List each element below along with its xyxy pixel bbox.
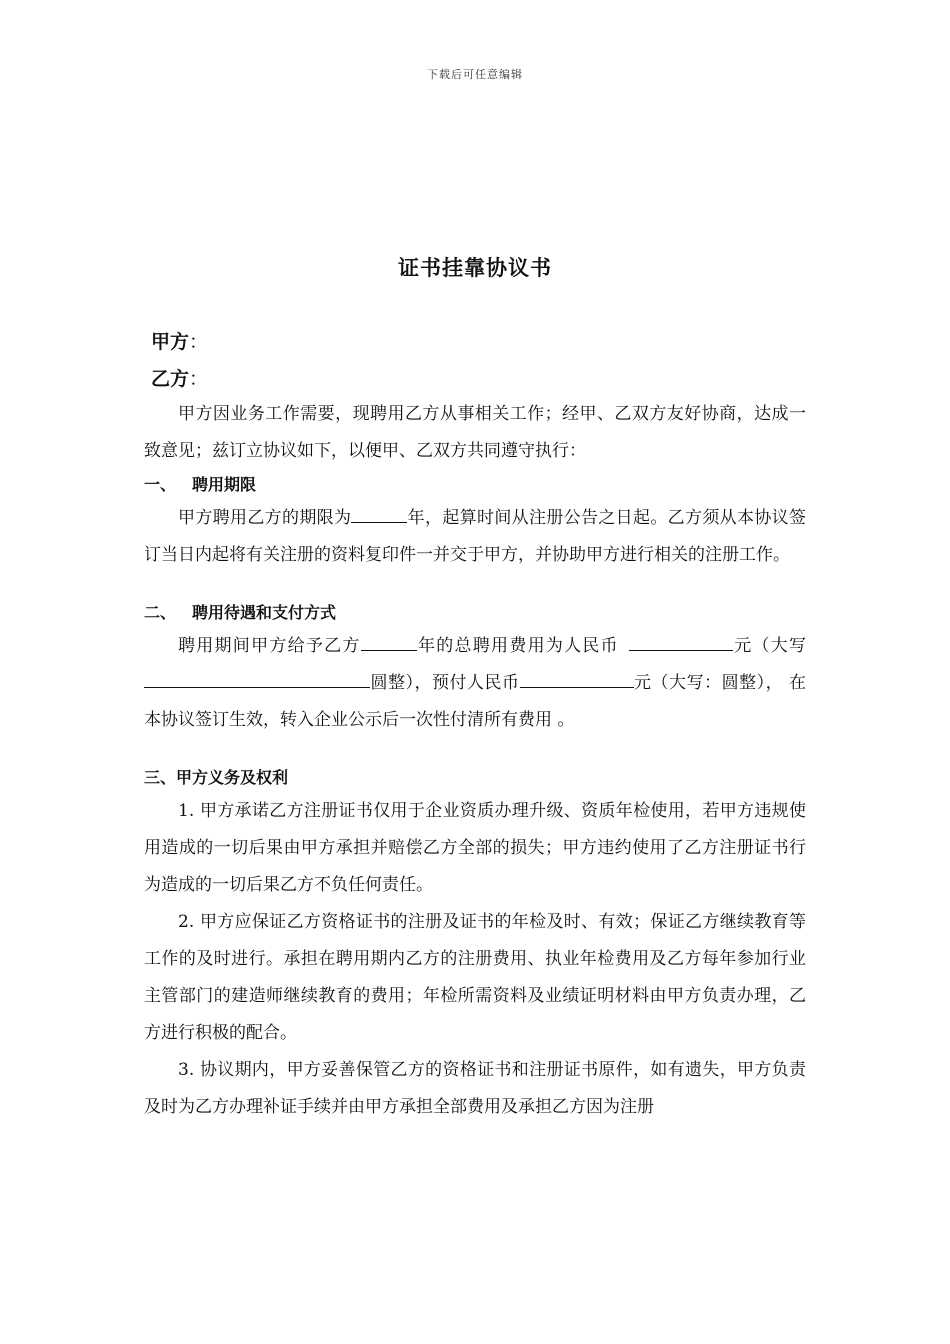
party-b-label: 乙方 [151, 368, 190, 390]
total-fee-uppercase-blank [144, 670, 370, 688]
section-1-number: 一、 [144, 475, 177, 494]
term-years-blank [351, 505, 407, 523]
section-2-text-1: 聘用期间甲方给予乙方 [178, 636, 361, 656]
section-3-heading: 三、甲方义务及权利 [144, 768, 289, 787]
party-b-colon: ： [189, 368, 209, 390]
page-header-note: 下载后可任意编辑 [427, 68, 523, 81]
intro-paragraph: 甲方因业务工作需要，现聘用乙方从事相关工作；经甲、乙双方友好协商，达成一致意见；兹订立协议如下，以便甲、乙双方共同遵守执行： [144, 404, 806, 461]
spacer [144, 739, 806, 763]
section-3-item-1: 1. 甲方承诺乙方注册证书仅用于企业资质办理升级、资质年检使用，若甲方违规使用造成的一切后果由甲方承担并赔偿乙方全部的损失；甲方违约使用了乙方注册证书行为造成的一切后果乙方不负任何责任。 [144, 801, 806, 895]
section-2-paragraph [144, 628, 806, 739]
spacer [144, 574, 806, 598]
section-2-text-3: 元（大写 [732, 636, 807, 656]
section-2-number: 二、 [144, 603, 177, 622]
document-body [144, 396, 806, 1126]
party-b-line [151, 364, 208, 391]
section-1-text-after: 年，起算时间从注册公告之日起。乙方须从本协议签订当日内起将有关注册的资料复印件一并交于甲方，并协助甲方进行相关的注册工作。 [144, 508, 807, 565]
section-1-title: 聘用期限 [192, 475, 257, 494]
party-a-line [151, 327, 208, 354]
document-title: 证书挂靠协议书 [398, 256, 552, 280]
party-a-colon: ： [189, 331, 209, 353]
section-3-item-3: 3. 协议期内，甲方妥善保管乙方的资格证书和注册证书原件，如有遗失，甲方负责及时为乙方办理补证手续并由甲方承担全部费用及承担乙方因为注册 [144, 1060, 806, 1117]
section-1-paragraph [144, 500, 806, 574]
section-1-heading [144, 470, 806, 500]
section-2-text-4: 圆整），预付人民币 [370, 673, 520, 693]
section-1-text-before: 甲方聘用乙方的期限为 [178, 508, 352, 528]
section-2-title: 聘用待遇和支付方式 [192, 603, 337, 622]
section-2-heading [144, 598, 806, 628]
total-fee-blank [629, 633, 733, 651]
payment-years-blank [361, 633, 417, 651]
section-3-item-2: 2. 甲方应保证乙方资格证书的注册及证书的年检及时、有效；保证乙方继续教育等工作的及时进行。承担在聘用期内乙方的注册费用、执业年检费用及乙方每年参加行业主管部门的建造师继续教育的费用；年检所需资料及业绩证明材料由甲方负责办理，乙方进行积极的配合。 [144, 912, 806, 1043]
section-2-text-2: 年的总聘用费用为人民币 [416, 636, 619, 656]
party-a-label: 甲方 [151, 331, 190, 353]
section-2-text-5: 元（大写：圆整）， 在本协议签订生效，转入企业公示后一次性付清所有费用 。 [144, 673, 806, 730]
prepay-fee-blank [520, 670, 634, 688]
